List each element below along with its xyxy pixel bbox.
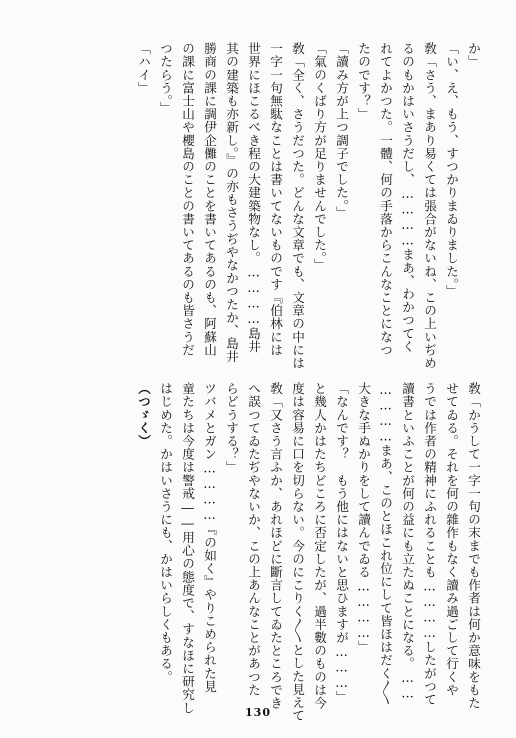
- text-line: せてゐる。それを何の雜作もなく讀み過ごして行くや: [444, 382, 459, 697]
- continued-label: （つゞく）: [136, 382, 151, 448]
- text-line: へ誤つてゐたぢやないか、この上あんなことがあつた: [246, 382, 261, 697]
- upper-text-block: [132, 42, 484, 370]
- text-line: の課に富士山や櫻島のことの書いてあるのも皆さうだ: [180, 42, 195, 357]
- text-line: ツバメとガン…………『の如く』やりこめられた見: [202, 382, 217, 693]
- text-line: か」: [466, 42, 481, 69]
- text-line: 敎「さう、まあり易くては張合がないね、この上いぢめ: [422, 42, 437, 370]
- text-line: 一字一句無駄なことは書いてないものです『伯林には: [268, 42, 283, 357]
- text-line: れてよかつた。一體、何の手落からこんなことになつ: [378, 42, 393, 357]
- text-line: 童たちは今度は警戒――用心の態度で、すなほに研究し: [180, 382, 195, 715]
- text-line: …………まあ、このとほこれ位にして皆ほはだく〳〵: [378, 382, 393, 706]
- text-line: るのもかはいさうだし、…………まあ、わかつてく: [400, 42, 415, 353]
- text-line: たのです？」: [356, 42, 371, 121]
- text-line: と幾人かはたちどころに否定したが、過半數のものは今: [312, 382, 327, 710]
- text-line: 世界にほこるべき程の大建築物なし。…………島井: [246, 42, 261, 353]
- text-line: はじめた。かはいさうにも、かはいらしくもある。: [158, 382, 173, 684]
- text-line: 敎「又さう言ふか、あれほどに斷言してゐたところでき: [268, 382, 283, 710]
- text-line: 度は容易に口を切らない。今のにこりく〳〵とした見えて: [290, 382, 305, 723]
- text-line: 勝商の課に調伊企儺のことを書いてあるのも、阿蘇山: [202, 42, 217, 357]
- page-number: 130: [245, 706, 271, 719]
- text-line: 「氣のくばり方が足りませんでした。」: [312, 42, 327, 272]
- text-line: 「讀み方が上つ調子でした。」: [334, 42, 349, 220]
- text-line: 「なんです？ もう他にはないと思ひますが………」: [334, 382, 349, 704]
- text-line: うでは作者の精神にふれることも…………したがつて: [422, 382, 437, 706]
- text-line: つたらう。」: [158, 42, 173, 115]
- text-line: らどうする？」: [224, 382, 239, 474]
- text-line: 「ハイ」: [136, 42, 151, 95]
- text-line: 大きな手ぬかりをして讀んでゐる…………」: [356, 382, 371, 654]
- text-line: 讀書といふことが何の益にも立たぬことになる。……: [400, 382, 415, 702]
- text-line: 敎「かうして一字一句の末までも作者は何か意味をもた: [466, 382, 481, 710]
- text-line: 「い、え、もう、すつかりまゐりました。」: [444, 42, 459, 298]
- text-line: 敎「全く、さうだつた。どんな文章でも、文章の中には: [290, 42, 305, 370]
- text-line: 其の建築も亦新し。』の亦もさうぢやなかつたか、島井: [224, 42, 239, 364]
